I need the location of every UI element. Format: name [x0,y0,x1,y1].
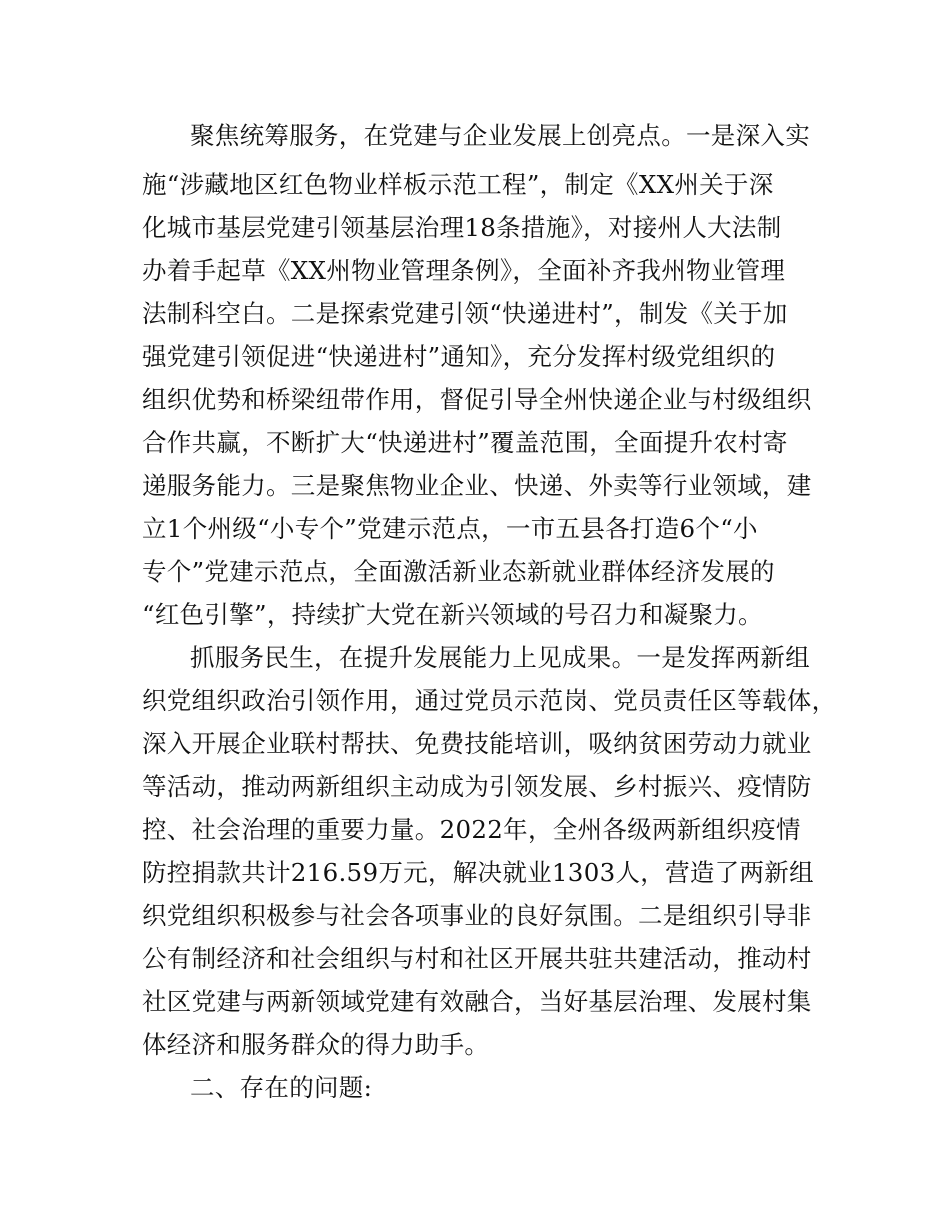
paragraph-2-line-10: 体经济和服务群众的得力助手。 [142,1030,490,1059]
paragraph-1-line-10: 立1个州级“小专个”党建示范点，一市五县各打造6个“小 [142,514,758,543]
paragraph-1-line-3: 化城市基层党建引领基层治理18条措施》，对接州人大法制 [142,213,782,242]
paragraph-1-line-8: 合作共赢，不断扩大“快递进村”覆盖范围，全面提升农村寄 [142,428,788,457]
paragraph-2-line-8: 公有制经济和社会组织与村和社区开展共驻共建活动，推动村 [142,944,812,973]
paragraph-1-line-9: 递服务能力。三是聚焦物业企业、快递、外卖等行业领域，建 [142,471,812,500]
paragraph-2-line-1: 抓服务民生，在提升发展能力上见成果。一是发挥两新组 [190,643,810,672]
paragraph-2-line-7: 织党组织积极参与社会各项事业的良好氛围。二是组织引导非 [142,901,812,930]
paragraph-1-line-2: 施“涉藏地区红色物业样板示范工程”，制定《XX州关于深 [142,170,774,199]
paragraph-2-line-3: 深入开展企业联村帮扶、免费技能培训，吸纳贫困劳动力就业 [142,729,812,758]
paragraph-1-line-5: 法制科空白。二是探索党建引领“快递进村”，制发《关于加 [142,299,788,328]
paragraph-1-line-11: 专个”党建示范点，全面激活新业态新就业群体经济发展的 [142,557,775,586]
paragraph-1-line-4: 办着手起草《XX州物业管理条例》，全面补齐我州物业管理 [142,256,786,285]
paragraph-2-line-4: 等活动，推动两新组织主动成为引领发展、乡村振兴、疫情防 [142,772,812,801]
paragraph-1-line-6: 强党建引领促进“快递进村”通知》，充分发挥村级党组织的 [142,342,776,371]
paragraph-2-line-2: 织党组织政治引领作用，通过党员示范岗、党员责任区等载体， [142,686,837,715]
section-heading-problems: 二、存在的问题: [190,1073,373,1102]
paragraph-1-line-12: “红色引擎”，持续扩大党在新兴领域的号召力和凝聚力。 [142,600,763,629]
paragraph-2-line-9: 社区党建与两新领域党建有效融合，当好基层治理、发展村集 [142,987,812,1016]
paragraph-1-line-1: 聚焦统筹服务，在党建与企业发展上创亮点。一是深入实 [190,121,810,150]
paragraph-2-line-5: 控、社会治理的重要力量。2022年，全州各级两新组织疫情 [142,815,801,844]
paragraph-1-line-7: 组织优势和桥梁纽带作用，督促引导全州快递企业与村级组织 [142,385,812,414]
paragraph-2-line-6: 防控捐款共计216.59万元，解决就业1303人，营造了两新组 [142,858,814,887]
